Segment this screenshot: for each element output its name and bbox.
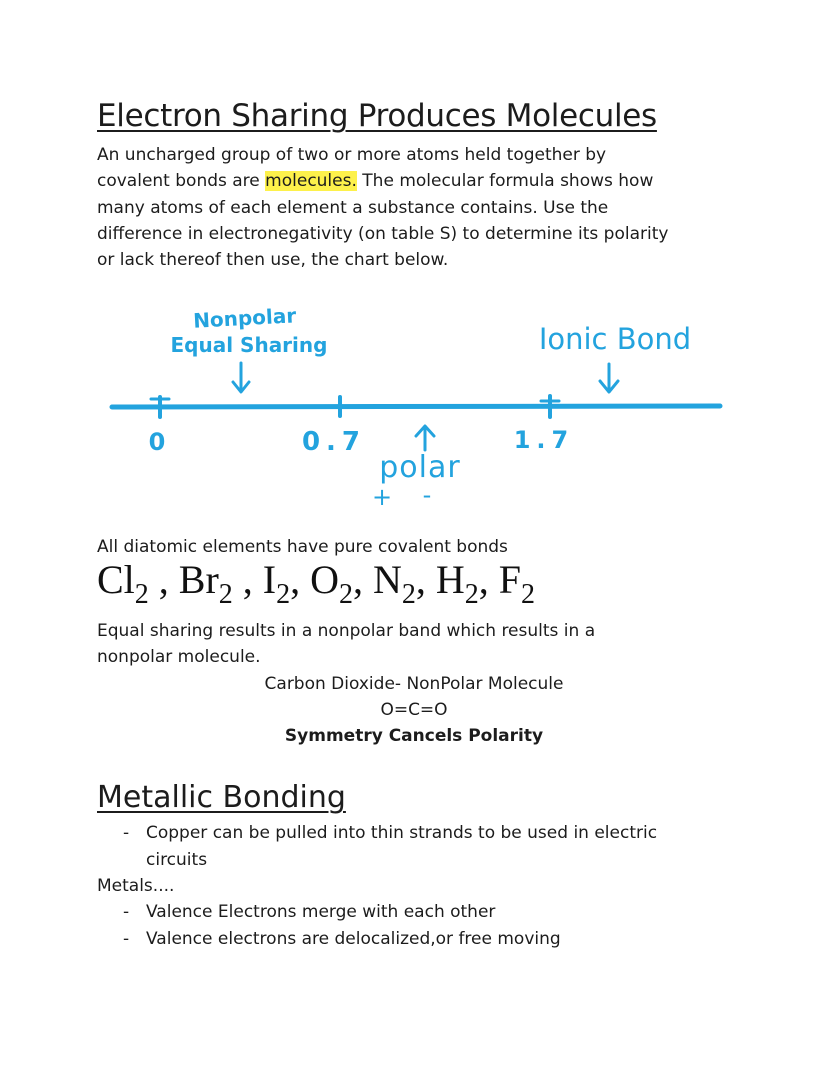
symmetry-note: Symmetry Cancels Polarity [284, 726, 544, 746]
diatomic-statement: All diatomic elements have pure covalent bonds [97, 537, 508, 557]
intro-line-3: many atoms of each element a substance contains. Use the [97, 197, 609, 218]
ionic-arrow-icon [600, 364, 618, 392]
metallic-heading: Metallic Bonding [97, 780, 346, 815]
co2-structure: O=C=O [380, 700, 448, 720]
nonpolar-label: Nonpolar [192, 303, 297, 333]
partial-minus-sign: - [422, 481, 432, 509]
tick-zero-label: 0 [148, 428, 166, 456]
partial-plus-sign: + [371, 483, 393, 511]
formula-h: $H_2$, [435, 557, 489, 610]
polar-label: polar [379, 450, 461, 485]
copper-line-2: circuits [146, 850, 208, 870]
formula-br: $Br_2$ , [178, 557, 253, 610]
co2-title: Carbon Dioxide- NonPolar Molecule [264, 674, 564, 694]
formula-n: $N_2$, [373, 557, 426, 610]
valence-delocalized-text: Valence electrons are delocalized,or free moving [146, 929, 561, 949]
bullet-dash-2: - [123, 902, 130, 922]
nonpolar-arrow-icon [233, 363, 249, 392]
intro-line-2-text: covalent bonds are [97, 171, 266, 192]
diatomic-formula [97, 556, 536, 610]
tick-mid-label: 0.7 [301, 427, 367, 457]
valence-merge-text: Valence Electrons merge with each other [146, 902, 496, 922]
bullet-dash-3: - [123, 929, 130, 949]
equal-sharing-line-2: nonpolar molecule. [97, 647, 261, 667]
tick-high-label: 1.7 [513, 426, 575, 454]
scale-line [112, 406, 720, 407]
formula-f: $F_2$ [498, 557, 536, 610]
formula-cl: $Cl_2$ , [97, 557, 169, 610]
intro-line-2 [97, 168, 747, 194]
equal-sharing-line-1: Equal sharing results in a nonpolar band which results in a [97, 621, 596, 641]
electronegativity-scale [0, 290, 828, 520]
formula-i: $I_2$, [262, 557, 301, 610]
copper-line-1: Copper can be pulled into thin strands to be used in electric [146, 823, 658, 843]
intro-line-1: An uncharged group of two or more atoms held together by [97, 145, 607, 165]
ionic-bond-label: Ionic Bond [538, 322, 692, 356]
metals-label: Metals.... [97, 876, 175, 896]
formula-o: $O_2$, [310, 557, 364, 610]
page-title: Electron Sharing Produces Molecules [97, 98, 657, 134]
intro-paragraph [97, 142, 747, 273]
highlighted-term: molecules. [265, 171, 357, 192]
bullet-dash-1: - [123, 823, 130, 843]
equal-sharing-label: Equal Sharing [170, 333, 328, 357]
intro-line-2-rest: The molecular formula shows how [356, 171, 654, 192]
intro-line-5: or lack thereof then use, the chart below. [97, 250, 449, 271]
polar-arrow-icon [416, 426, 434, 450]
intro-line-4: difference in electronegativity (on table S) to determine its polarity [97, 223, 669, 244]
